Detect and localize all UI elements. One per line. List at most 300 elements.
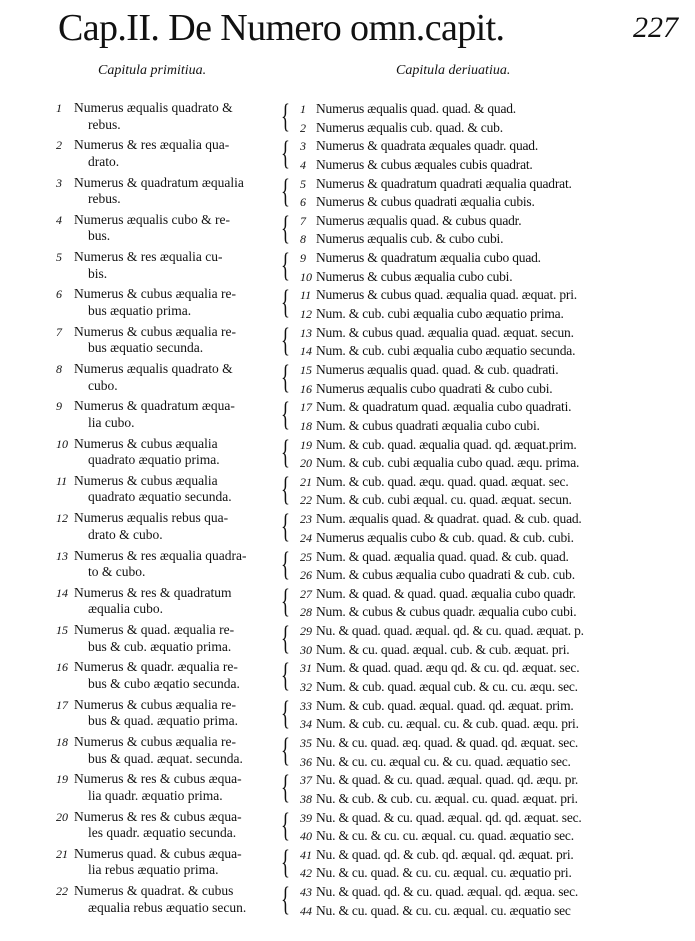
primitive-text-line: Numerus & res æqualia cu- — [74, 249, 223, 265]
derivative-number: 39 — [300, 810, 312, 825]
curly-brace-icon: { — [281, 396, 290, 434]
derivative-number: 19 — [300, 437, 312, 452]
derivative-text: Nu. & cu. cu. æqual cu. & cu. quad. æquatio sec. — [316, 753, 571, 769]
primitive-text-line: bus & cub. æquatio prima. — [88, 638, 232, 654]
derivative-number: 5 — [300, 176, 306, 191]
chapter-group — [0, 582, 695, 622]
curly-brace-icon: { — [281, 209, 290, 247]
derivative-item — [300, 324, 660, 343]
primitive-text-line: Numerus & res æqualia qua- — [74, 137, 230, 153]
derivative-item — [300, 529, 660, 548]
derivative-number: 6 — [300, 195, 306, 210]
curly-brace-icon: { — [281, 172, 290, 210]
derivative-number: 23 — [300, 512, 312, 527]
derivative-item — [300, 417, 660, 436]
derivative-item — [300, 193, 660, 212]
primitive-text-line: Numerus & quadr. æqualia re- — [74, 659, 238, 675]
primitive-chapter — [56, 324, 282, 356]
column-heading-derivative: Capitula deriuatiua. — [396, 63, 511, 78]
derivative-item — [300, 380, 660, 399]
primitive-item — [56, 361, 282, 393]
chapter-group — [0, 694, 695, 734]
primitive-item — [56, 585, 282, 617]
primitive-text-line: rebus. — [88, 116, 121, 132]
derivative-text: Num. & cub. cubi æqualia cubo æquatio secunda. — [316, 343, 576, 359]
chapter-group — [0, 137, 695, 174]
derivative-item — [300, 119, 660, 138]
primitive-chapter — [56, 585, 282, 617]
derivative-item — [300, 697, 660, 716]
primitive-item — [56, 249, 282, 281]
derivative-item — [300, 790, 660, 809]
chapter-group — [0, 209, 695, 249]
curly-brace-icon: { — [281, 284, 290, 322]
derivative-text: Numerus æqualis cub. & cubo cubi. — [316, 231, 504, 247]
primitive-number: 2 — [56, 138, 62, 153]
primitive-number: 12 — [56, 511, 68, 526]
derivative-chapters — [300, 175, 660, 212]
derivative-item — [300, 510, 660, 529]
primitive-text-line: Numerus & cubus æqualia — [74, 472, 218, 488]
primitive-chapter — [56, 361, 282, 393]
derivative-item — [300, 734, 660, 753]
primitive-text-line: Numerus æqualis rebus qua- — [74, 510, 229, 526]
primitive-text-line: Numerus & cubus æqualia re- — [74, 286, 236, 302]
derivative-text: Nu. & quad. & cu. quad. æqual. qd. qd. æquat. sec. — [316, 809, 582, 825]
primitive-text-line: Numerus & cubus æqualia re- — [74, 696, 236, 712]
primitive-text-line: lia cubo. — [88, 414, 135, 430]
chapter-group — [0, 545, 695, 585]
derivative-text: Nu. & quad. qd. & cub. qd. æqual. qd. æquat. pri. — [316, 846, 574, 862]
derivative-text: Numerus æqualis cubo quadrati & cubo cubi. — [316, 380, 553, 396]
primitive-chapter — [56, 771, 282, 803]
primitive-chapter — [56, 212, 282, 244]
primitive-chapter — [56, 137, 282, 169]
chapter-group — [0, 100, 695, 137]
derivative-text: Numerus & quadratum quadrati æqualia quadrat. — [316, 175, 572, 191]
primitive-item — [56, 771, 282, 803]
curly-brace-icon: { — [281, 247, 290, 285]
primitive-chapter — [56, 398, 282, 430]
primitive-number: 17 — [56, 697, 68, 712]
derivative-item — [300, 175, 660, 194]
primitive-number: 7 — [56, 324, 62, 339]
derivative-item — [300, 361, 660, 380]
primitive-text-line: cubo. — [88, 377, 118, 393]
derivative-number: 16 — [300, 381, 312, 396]
derivative-item — [300, 603, 660, 622]
curly-brace-icon: { — [281, 470, 290, 508]
derivative-text: Nu. & cub. & cub. cu. æqual. cu. quad. æquat. pri. — [316, 790, 578, 806]
derivative-number: 31 — [300, 661, 312, 676]
derivative-number: 4 — [300, 157, 306, 172]
primitive-chapter — [56, 548, 282, 580]
derivative-item — [300, 137, 660, 156]
primitive-text-line: drato. — [88, 153, 120, 169]
derivative-item — [300, 753, 660, 772]
primitive-text-line: Numerus & res & quadratum — [74, 584, 232, 600]
primitive-text-line: Numerus & res æqualia quadra- — [74, 547, 247, 563]
derivative-item — [300, 771, 660, 790]
derivative-number: 12 — [300, 306, 312, 321]
primitive-number: 21 — [56, 846, 68, 861]
derivative-item — [300, 230, 660, 249]
primitive-chapter — [56, 883, 282, 915]
derivative-item — [300, 398, 660, 417]
curly-brace-icon: { — [281, 620, 290, 658]
primitive-chapter — [56, 622, 282, 654]
primitive-text-line: bus æquatio prima. — [88, 302, 192, 318]
chapter-group — [0, 806, 695, 846]
derivative-chapters — [300, 809, 660, 846]
derivative-item — [300, 659, 660, 678]
derivative-text: Numerus & cubus quad. æqualia quad. æquat. pri. — [316, 287, 577, 303]
derivative-text: Nu. & cu. & cu. cu. æqual. cu. quad. æquatio sec. — [316, 828, 574, 844]
primitive-text-line: bis. — [88, 265, 108, 281]
primitive-item — [56, 883, 282, 915]
primitive-text-line: bus æquatio secunda. — [88, 340, 204, 356]
derivative-chapters — [300, 398, 660, 435]
primitive-number: 3 — [56, 175, 62, 190]
primitive-text-line: Numerus & cubus æqualia re- — [74, 734, 236, 750]
derivative-text: Nu. & cu. quad. æq. quad. & quad. qd. æquat. sec. — [316, 735, 579, 751]
derivative-chapters — [300, 734, 660, 771]
derivative-item — [300, 883, 660, 902]
primitive-chapter — [56, 473, 282, 505]
primitive-item — [56, 697, 282, 729]
chapter-group — [0, 843, 695, 883]
derivative-text: Num. & cub. cubi æqualia cubo æquatio prima. — [316, 305, 564, 321]
curly-brace-icon: { — [281, 694, 290, 732]
derivative-text: Numerus & cubus quadrati æqualia cubis. — [316, 194, 535, 210]
curly-brace-icon: { — [281, 732, 290, 770]
primitive-number: 8 — [56, 362, 62, 377]
curly-brace-icon: { — [281, 98, 290, 135]
derivative-number: 35 — [300, 736, 312, 751]
derivative-item — [300, 864, 660, 883]
chapter-group — [0, 883, 695, 920]
derivative-item — [300, 156, 660, 175]
derivative-item — [300, 809, 660, 828]
primitive-number: 16 — [56, 660, 68, 675]
primitive-text-line: bus & quad. æquat. secunda. — [88, 750, 243, 766]
primitive-chapter — [56, 436, 282, 468]
derivative-number: 2 — [300, 120, 306, 135]
derivative-text: Numerus æqualis cubo & cub. quad. & cub. cubi. — [316, 529, 574, 545]
primitive-item — [56, 324, 282, 356]
primitive-text-line: æqualia cubo. — [88, 601, 163, 617]
primitive-item — [56, 473, 282, 505]
chapter-group — [0, 172, 695, 212]
derivative-number: 40 — [300, 829, 312, 844]
derivative-item — [300, 566, 660, 585]
primitive-text-line: les quadr. æquatio secunda. — [88, 825, 237, 841]
derivative-number: 33 — [300, 698, 312, 713]
primitive-text-line: Numerus & cubus æqualia — [74, 435, 218, 451]
derivative-number: 3 — [300, 139, 306, 154]
derivative-text: Numerus æqualis quad. & cubus quadr. — [316, 212, 522, 228]
derivative-chapters — [300, 585, 660, 622]
derivative-number: 28 — [300, 605, 312, 620]
chapter-group — [0, 286, 695, 323]
chapter-group — [0, 361, 695, 398]
primitive-item — [56, 286, 282, 318]
derivative-item — [300, 678, 660, 697]
derivative-item — [300, 491, 660, 510]
primitive-number: 20 — [56, 809, 68, 824]
page-number: 227 — [633, 11, 678, 44]
derivative-text: Nu. & cu. quad. & cu. cu. æqual. cu. æquatio sec — [316, 902, 571, 918]
derivative-item — [300, 342, 660, 361]
derivative-number: 18 — [300, 418, 312, 433]
derivative-text: Num. & cub. cubi æqualia cubo quad. æqu. prima. — [316, 455, 580, 471]
derivative-number: 1 — [300, 102, 306, 116]
derivative-item — [300, 305, 660, 324]
primitive-text-line: Numerus æqualis cubo & re- — [74, 211, 230, 227]
derivative-number: 13 — [300, 325, 312, 340]
primitive-number: 10 — [56, 436, 68, 451]
primitive-item — [56, 809, 282, 841]
derivative-item — [300, 548, 660, 567]
derivative-text: Numerus & cubus æquales cubis quadrat. — [316, 156, 533, 172]
derivative-text: Numerus & quadrata æquales quadr. quad. — [316, 138, 539, 154]
derivative-item — [300, 454, 660, 473]
primitive-number: 11 — [56, 473, 68, 488]
page-header — [58, 6, 678, 54]
derivative-text: Num. & cub. quad. æqual. quad. qd. æquat. prim. — [316, 697, 574, 713]
primitive-item — [56, 659, 282, 691]
chapter-group — [0, 470, 695, 510]
derivative-number: 42 — [300, 866, 312, 881]
primitive-chapter — [56, 846, 282, 878]
primitive-number: 14 — [56, 585, 68, 600]
primitive-chapter — [56, 286, 282, 318]
curly-brace-icon: { — [281, 881, 290, 919]
derivative-chapters — [300, 286, 660, 323]
derivative-number: 21 — [300, 474, 312, 489]
derivative-text: Num. & cub. cu. æqual. cu. & cub. quad. æqu. pri. — [316, 716, 579, 732]
primitive-text-line: Numerus quad. & cubus æqua- — [74, 845, 242, 861]
derivative-text: Nu. & quad. qd. & cu. quad. æqual. qd. æqua. sec. — [316, 884, 579, 900]
chapter-group — [0, 433, 695, 473]
primitive-number: 9 — [56, 399, 62, 414]
derivative-text: Num. & cubus æqualia cubo quadrati & cub. cub. — [316, 567, 575, 583]
derivative-number: 24 — [300, 530, 312, 545]
curly-brace-icon: { — [281, 806, 290, 844]
derivative-chapters — [300, 697, 660, 734]
derivative-text: Numerus æqualis cub. quad. & cub. — [316, 119, 503, 135]
curly-brace-icon: { — [281, 769, 290, 807]
derivative-number: 25 — [300, 549, 312, 564]
primitive-item — [56, 100, 282, 132]
primitive-text-line: rebus. — [88, 191, 121, 207]
primitive-chapter — [56, 697, 282, 729]
primitive-item — [56, 548, 282, 580]
derivative-number: 32 — [300, 679, 312, 694]
curly-brace-icon: { — [281, 657, 290, 695]
chapter-group — [0, 398, 695, 435]
derivative-item — [300, 715, 660, 734]
derivative-chapters — [300, 846, 660, 883]
derivative-number: 44 — [300, 903, 312, 918]
chapter-title: Cap.II. De Numero omn.capit. — [58, 7, 505, 49]
curly-brace-icon: { — [281, 433, 290, 471]
derivative-item — [300, 641, 660, 660]
curly-brace-icon: { — [281, 135, 290, 173]
derivative-text: Numerus & quadratum æqualia cubo quad. — [316, 250, 541, 266]
derivative-text: Num. & cub. quad. æqualia quad. qd. æquat.prim. — [316, 436, 577, 452]
primitive-text-line: drato & cubo. — [88, 526, 163, 542]
primitive-text-line: bus & cubo æqatio secunda. — [88, 675, 240, 691]
derivative-text: Nu. & quad. quad. æqual. qd. & cu. quad. æquat. p. — [316, 623, 584, 639]
derivative-chapters — [300, 212, 660, 249]
primitive-chapter — [56, 734, 282, 766]
column-heading-primitive: Capitula primitiua. — [98, 63, 207, 78]
derivative-number: 17 — [300, 400, 312, 415]
primitive-chapter — [56, 249, 282, 281]
primitive-item — [56, 510, 282, 542]
derivative-number: 15 — [300, 363, 312, 378]
curly-brace-icon: { — [281, 843, 290, 881]
derivative-number: 11 — [300, 288, 312, 303]
primitive-item — [56, 734, 282, 766]
primitive-item — [56, 212, 282, 244]
primitive-number: 1 — [56, 101, 62, 115]
derivative-number: 7 — [300, 213, 306, 228]
primitive-text-line: bus & quad. æquatio prima. — [88, 713, 238, 729]
derivative-text: Numerus & cubus æqualia cubo cubi. — [316, 268, 513, 284]
primitive-text-line: quadrato æquatio secunda. — [88, 489, 232, 505]
derivative-number: 34 — [300, 717, 312, 732]
derivative-text: Num. & cub. cubi æqual. cu. quad. æquat. secun. — [316, 492, 572, 508]
derivative-text: Nu. & cu. quad. & cu. cu. æqual. cu. æquatio pri. — [316, 865, 572, 881]
derivative-number: 43 — [300, 885, 312, 900]
primitive-item — [56, 137, 282, 169]
chapter-list — [0, 100, 695, 921]
derivative-chapters — [300, 473, 660, 510]
primitive-text-line: quadrato æquatio prima. — [88, 452, 220, 468]
derivative-text: Num. & quad. æqualia quad. quad. & cub. quad. — [316, 548, 569, 564]
derivative-item — [300, 827, 660, 846]
curly-brace-icon: { — [281, 545, 290, 583]
derivative-number: 20 — [300, 456, 312, 471]
primitive-text-line: Numerus & res & cubus æqua- — [74, 771, 242, 787]
derivative-chapters — [300, 510, 660, 547]
derivative-text: Nu. & quad. & cu. quad. æqual. quad. qd. æqu. pr. — [316, 772, 579, 788]
derivative-number: 22 — [300, 493, 312, 508]
derivative-text: Numerus æqualis quad. quad. & cub. quadrati. — [316, 362, 559, 378]
derivative-text: Numerus æqualis quad. quad. & quad. — [316, 101, 516, 116]
chapter-group — [0, 622, 695, 659]
derivative-text: Num. & quadratum quad. æqualia cubo quadrati. — [316, 399, 572, 415]
primitive-number: 19 — [56, 772, 68, 787]
primitive-item — [56, 622, 282, 654]
derivative-item — [300, 212, 660, 231]
derivative-item — [300, 622, 660, 641]
chapter-group — [0, 771, 695, 808]
primitive-item — [56, 175, 282, 207]
derivative-chapters — [300, 324, 660, 361]
derivative-number: 37 — [300, 773, 312, 788]
derivative-number: 27 — [300, 586, 312, 601]
derivative-item — [300, 585, 660, 604]
derivative-chapters — [300, 622, 660, 659]
derivative-number: 41 — [300, 847, 312, 862]
derivative-chapters — [300, 883, 660, 920]
primitive-text-line: Numerus & quad. æqualia re- — [74, 622, 235, 638]
derivative-chapters — [300, 548, 660, 585]
curly-brace-icon: { — [281, 508, 290, 546]
primitive-chapter — [56, 809, 282, 841]
primitive-chapter — [56, 100, 282, 132]
primitive-item — [56, 436, 282, 468]
derivative-number: 10 — [300, 269, 312, 284]
primitive-text-line: Numerus & quadrat. & cubus — [74, 883, 234, 899]
curly-brace-icon: { — [281, 359, 290, 397]
derivative-item — [300, 902, 660, 921]
derivative-item — [300, 100, 660, 119]
curly-brace-icon: { — [281, 321, 290, 359]
derivative-text: Num. & cubus & cubus quadr. æqualia cubo cubi. — [316, 604, 577, 620]
derivative-chapters — [300, 436, 660, 473]
primitive-number: 5 — [56, 250, 62, 265]
primitive-number: 18 — [56, 735, 68, 750]
primitive-text-line: Numerus & res & cubus æqua- — [74, 808, 242, 824]
derivative-item — [300, 249, 660, 268]
derivative-text: Num. & cub. quad. æqu. quad. quad. æquat. sec. — [316, 473, 569, 489]
primitive-text-line: Numerus æqualis quadrato & — [74, 100, 233, 115]
derivative-number: 38 — [300, 791, 312, 806]
derivative-number: 9 — [300, 251, 306, 266]
derivative-text: Num. & cu. quad. æqual. cub. & cub. æquat. pri. — [316, 641, 570, 657]
primitive-text-line: Numerus & cubus æqualia re- — [74, 323, 236, 339]
primitive-text-line: Numerus & quadratum æqualia — [74, 174, 244, 190]
derivative-number: 30 — [300, 642, 312, 657]
primitive-chapter — [56, 659, 282, 691]
derivative-chapters — [300, 771, 660, 808]
curly-brace-icon: { — [281, 582, 290, 620]
derivative-number: 36 — [300, 754, 312, 769]
primitive-chapter — [56, 175, 282, 207]
primitive-item — [56, 398, 282, 430]
derivative-text: Num. & cubus quad. æqualia quad. æquat. secun. — [316, 324, 574, 340]
primitive-number: 4 — [56, 212, 62, 227]
primitive-text-line: æqualia rebus æquatio secun. — [88, 899, 247, 915]
chapter-group — [0, 659, 695, 696]
derivative-text: Num. æqualis quad. & quadrat. quad. & cub. quad. — [316, 511, 582, 527]
chapter-group — [0, 734, 695, 771]
derivative-number: 8 — [300, 232, 306, 247]
derivative-item — [300, 286, 660, 305]
derivative-text: Num. & cubus quadrati æqualia cubo cubi. — [316, 417, 540, 433]
derivative-text: Num. & quad. quad. æqu qd. & cu. qd. æquat. sec. — [316, 660, 580, 676]
derivative-item — [300, 268, 660, 287]
chapter-group — [0, 249, 695, 286]
derivative-chapters — [300, 100, 660, 137]
derivative-number: 26 — [300, 568, 312, 583]
derivative-item — [300, 846, 660, 865]
derivative-text: Num. & cub. quad. æqual cub. & cu. cu. æqu. sec. — [316, 678, 578, 694]
derivative-chapters — [300, 137, 660, 174]
primitive-item — [56, 846, 282, 878]
derivative-chapters — [300, 659, 660, 696]
derivative-item — [300, 473, 660, 492]
primitive-text-line: Numerus & quadratum æqua- — [74, 398, 235, 414]
primitive-number: 6 — [56, 287, 62, 302]
derivative-chapters — [300, 361, 660, 398]
primitive-text-line: Numerus æqualis quadrato & — [74, 361, 233, 377]
primitive-text-line: bus. — [88, 228, 111, 244]
